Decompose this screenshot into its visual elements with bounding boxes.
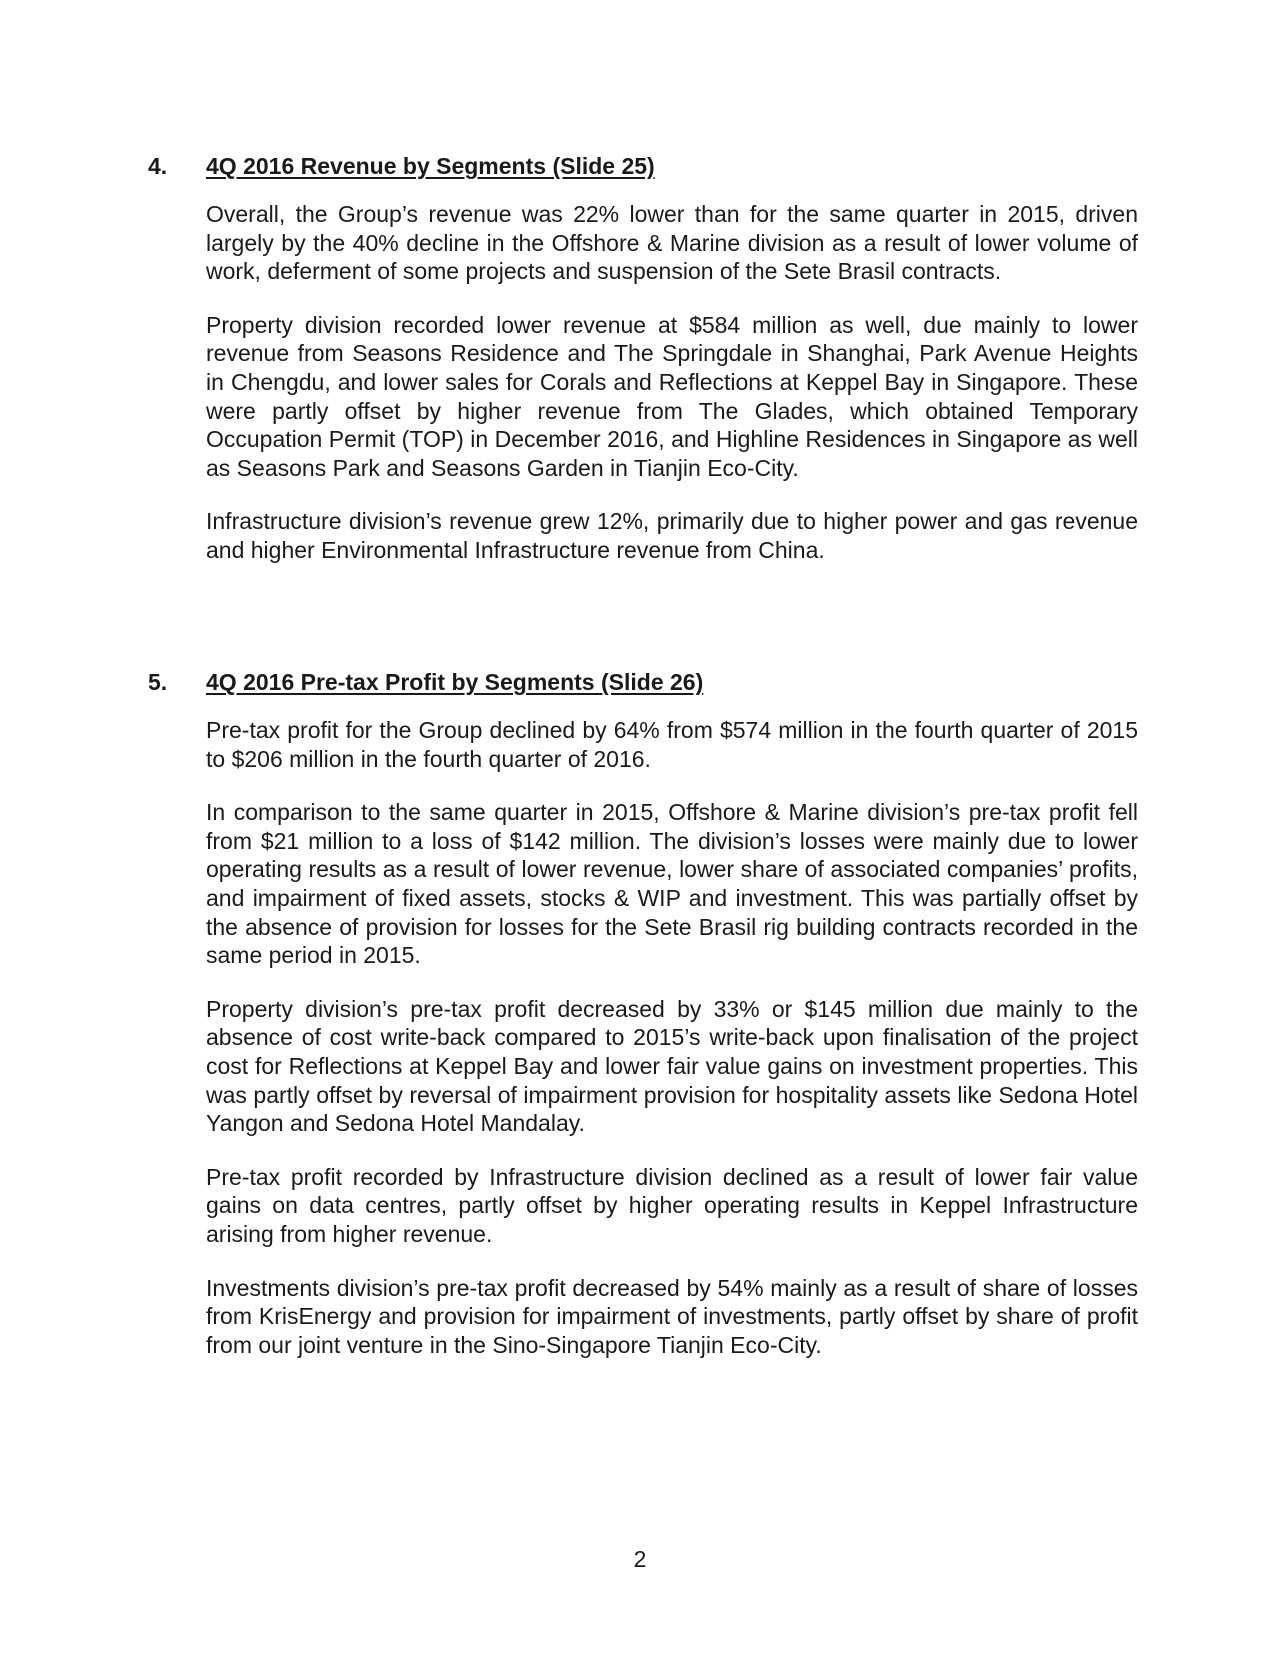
- section-4: [148, 152, 1138, 565]
- paragraph: Pre-tax profit for the Group declined by 64% from $574 million in the fourth quarter of 2015 to $206 million in the fourth quarter of 2016.: [206, 717, 1138, 772]
- section-heading: [148, 668, 1138, 696]
- section-number: 5.: [148, 669, 168, 695]
- section-heading: [148, 152, 1138, 180]
- paragraph: Overall, the Group’s revenue was 22% lower than for the same quarter in 2015, driven largely by the 40% decline in the Offshore & Marine division as a result of lower volume of work, deferment of some projects and suspension of the Sete Brasil contracts.: [206, 201, 1138, 285]
- paragraph: Investments division’s pre-tax profit decreased by 54% mainly as a result of share of losses from KrisEnergy and provision for impairment of investments, partly offset by share of profit from our joint venture in the Sino-Singapore Tianjin Eco-City.: [206, 1274, 1138, 1358]
- section-title: 4Q 2016 Revenue by Segments (Slide 25): [206, 153, 655, 179]
- paragraph: Pre-tax profit recorded by Infrastructure division declined as a result of lower fair value gains on data centres, partly offset by higher operating results in Keppel Infrastructure arising from higher revenue.: [206, 1163, 1138, 1247]
- section-number: 4.: [148, 153, 168, 179]
- paragraph: Infrastructure division’s revenue grew 12%, primarily due to higher power and gas revenue and higher Environmental Infrastructure revenue from China.: [206, 508, 1138, 563]
- paragraph: Property division recorded lower revenue at $584 million as well, due mainly to lower revenue from Seasons Residence and The Springdale in Shanghai, Park Avenue Heights in Chengdu, and lower sales for Corals and Reflections at Keppel Bay in Singapore. These were partly offset by higher revenue from The Glades, which obtained Temporary Occupation Permit (TOP) in December 2016, and Highline Residences in Singapore as well as Seasons Park and Seasons Garden in Tianjin Eco-City.: [206, 311, 1138, 481]
- paragraph: In comparison to the same quarter in 2015, Offshore & Marine division’s pre-tax profit fell from $21 million to a loss of $142 million. The division’s losses were mainly due to lower operating results as a result of lower revenue, lower share of associated companies’ profits, and impairment of fixed assets, stocks & WIP and investment. This was partially offset by the absence of provision for losses for the Sete Brasil rig building contracts recorded in the same period in 2015.: [206, 799, 1138, 969]
- paragraph: Property division’s pre-tax profit decreased by 33% or $145 million due mainly to the absence of cost write-back compared to 2015’s write-back upon finalisation of the project cost for Reflections at Keppel Bay and lower fair value gains on investment properties. This was partly offset by reversal of impairment provision for hospitality assets like Sedona Hotel Yangon and Sedona Hotel Mandalay.: [206, 995, 1138, 1137]
- section-title: 4Q 2016 Pre-tax Profit by Segments (Slide 26): [206, 669, 704, 695]
- page-number: 2: [633, 1546, 647, 1572]
- section-5: [148, 668, 1138, 1359]
